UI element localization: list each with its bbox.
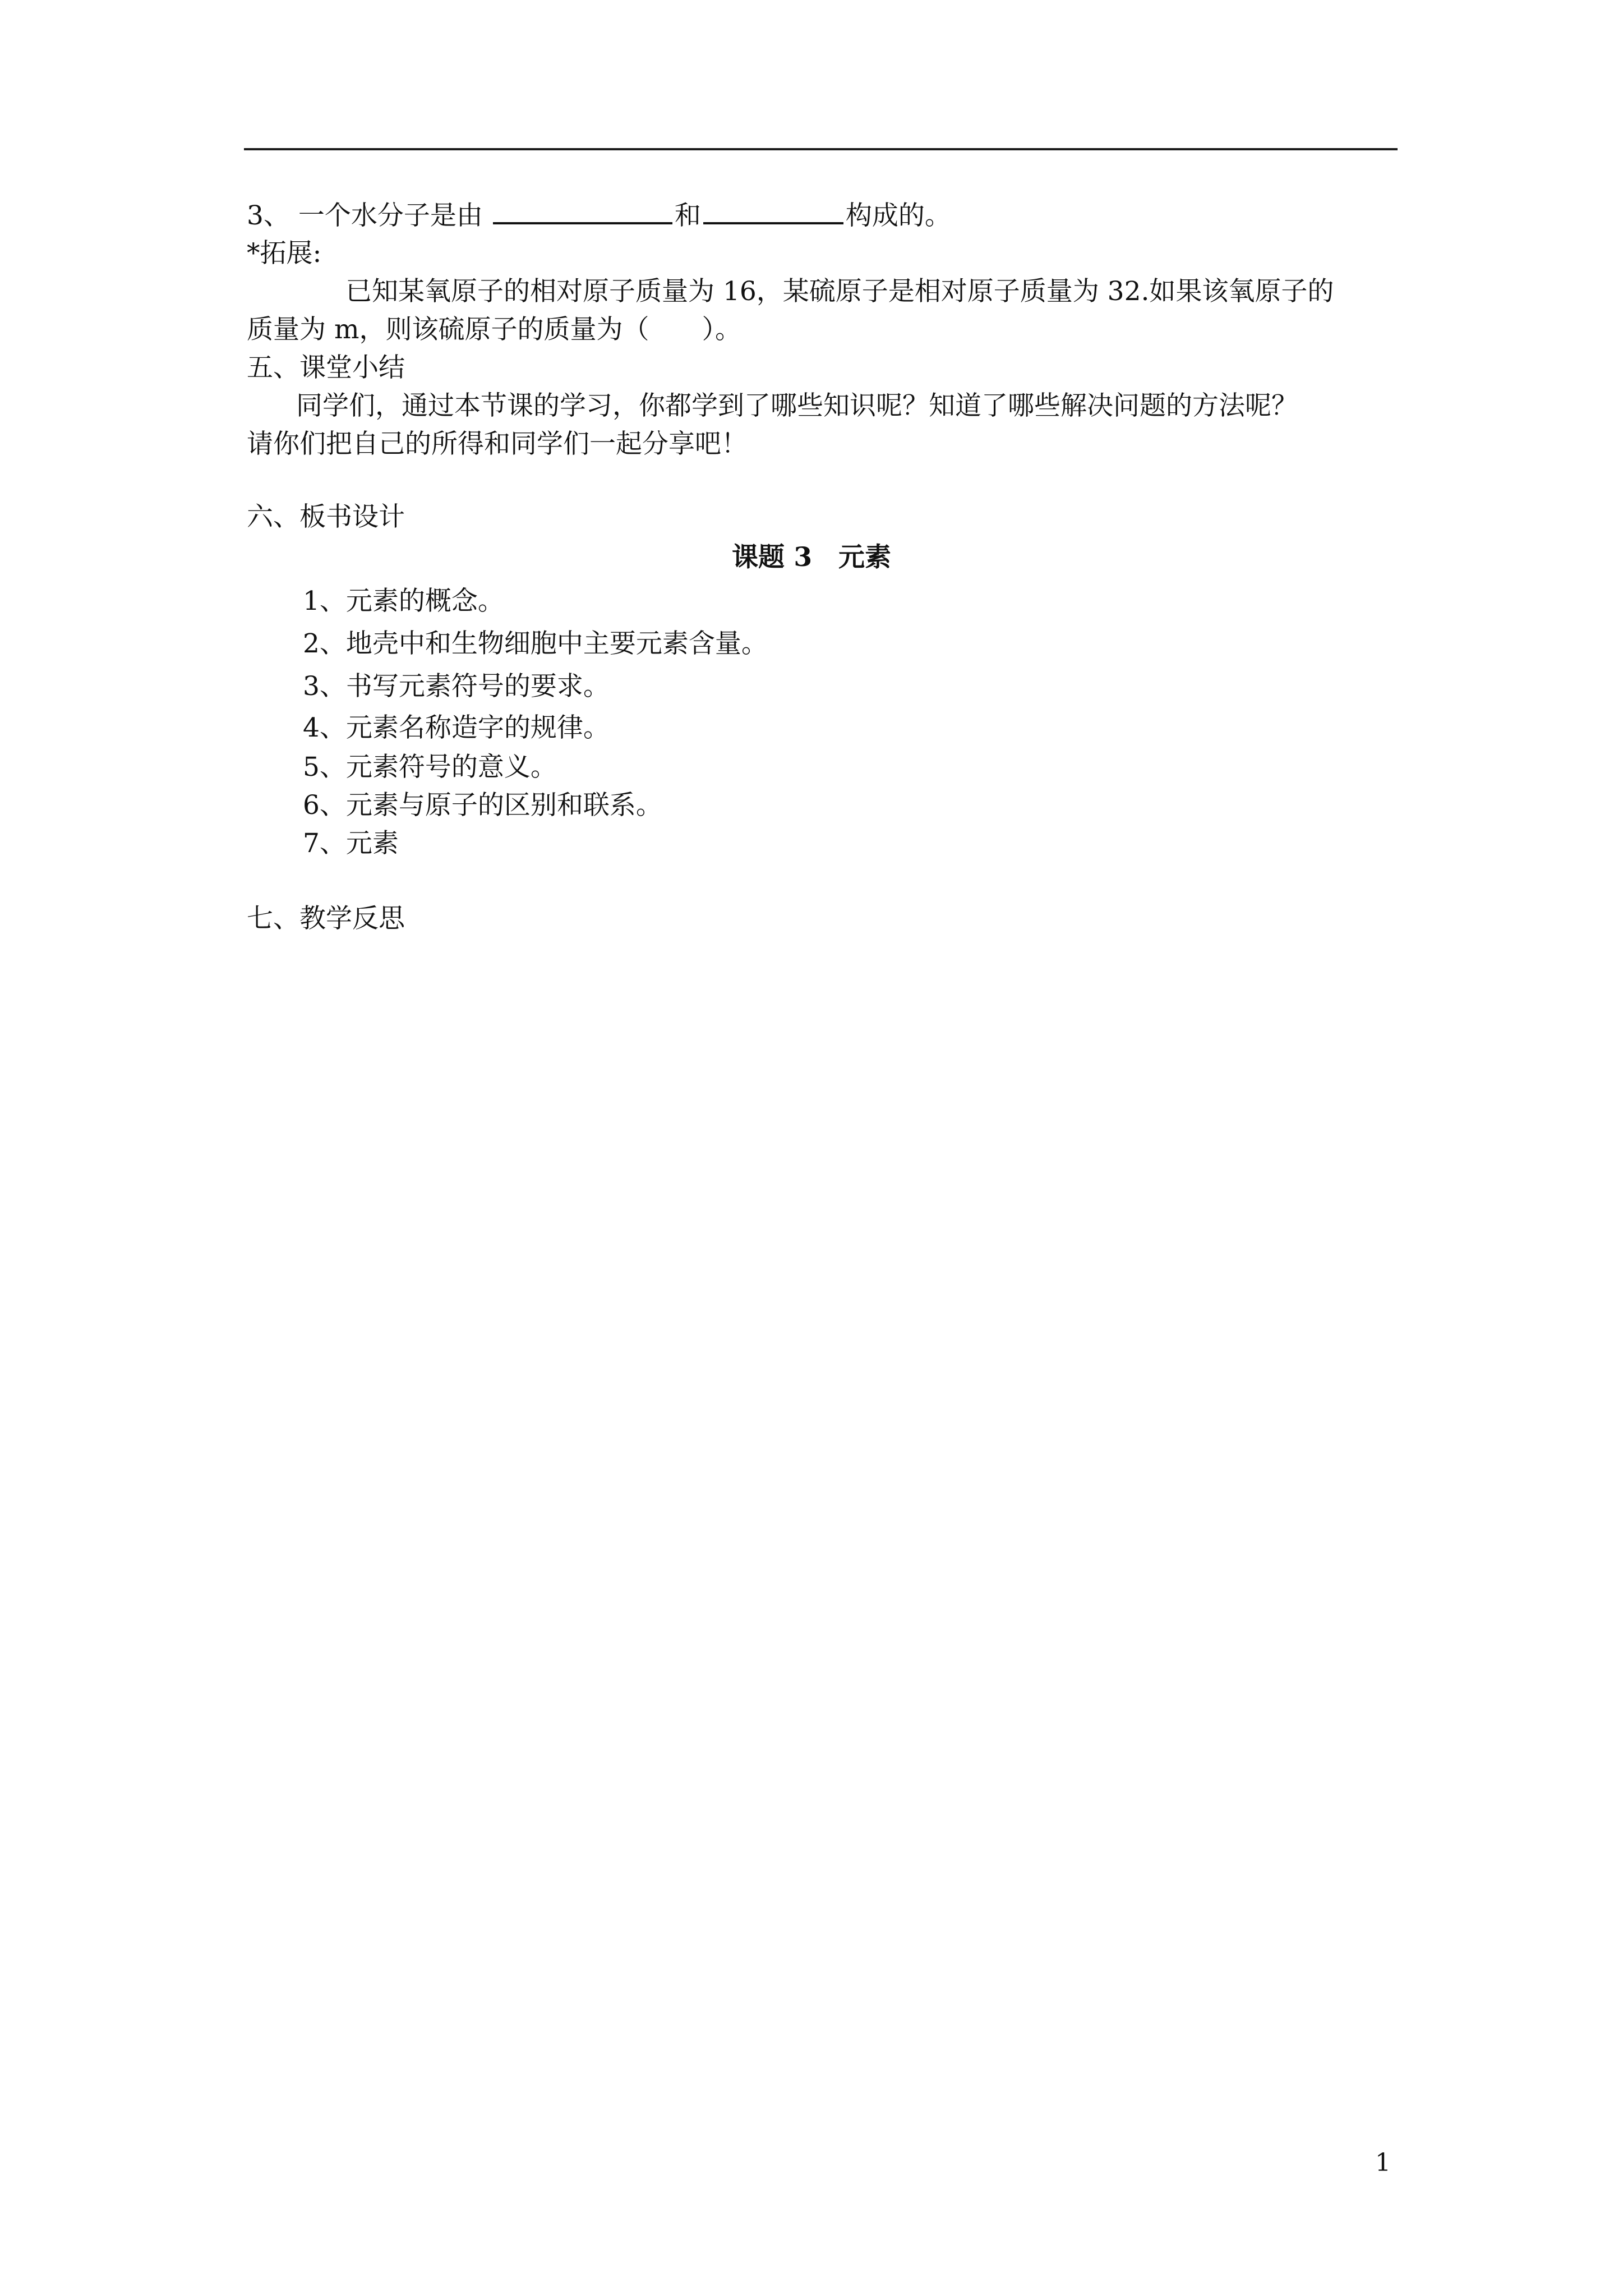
board-item-6: 6、元素与原子的区别和联系。 xyxy=(303,790,662,821)
board-item-2: 2、地壳中和生物细胞中主要元素含量。 xyxy=(303,628,768,659)
section-7-heading: 七、教学反思 xyxy=(247,903,405,934)
board-design-title: 课题 3 元素 xyxy=(731,542,892,573)
question-3-suffix: 构成的。 xyxy=(845,200,951,231)
extension-text-line-2: 质量为 m，则该硫原子的质量为（ ）。 xyxy=(247,314,742,345)
board-item-4: 4、元素名称造字的规律。 xyxy=(303,712,610,743)
extension-label: *拓展: xyxy=(247,238,322,269)
board-item-5: 5、元素符号的意义。 xyxy=(303,752,557,783)
section-5-heading: 五、课堂小结 xyxy=(247,352,405,383)
extension-text-line-1: 已知某氧原子的相对原子质量为 16，某硫原子是相对原子质量为 32.如果该氧原子的 xyxy=(345,276,1334,307)
question-3 xyxy=(247,197,951,234)
answer-blank-1 xyxy=(493,197,672,224)
question-3-prefix: 3、 一个水分子是由 xyxy=(247,200,483,231)
question-3-middle: 和 xyxy=(674,200,701,231)
board-item-1: 1、元素的概念。 xyxy=(303,586,504,616)
section-6-heading: 六、板书设计 xyxy=(247,501,405,532)
answer-blank-2 xyxy=(703,197,843,224)
section-5-text-line-2: 请你们把自己的所得和同学们一起分享吧！ xyxy=(247,429,748,459)
board-item-7: 7、元素 xyxy=(303,828,399,859)
board-item-3: 3、书写元素符号的要求。 xyxy=(303,671,610,702)
section-5-text-line-1: 同学们，通过本节课的学习，你都学到了哪些知识呢？知道了哪些解决问题的方法呢？ xyxy=(296,390,1298,421)
page-number: 1 xyxy=(1375,2148,1391,2177)
header-rule xyxy=(244,148,1398,150)
